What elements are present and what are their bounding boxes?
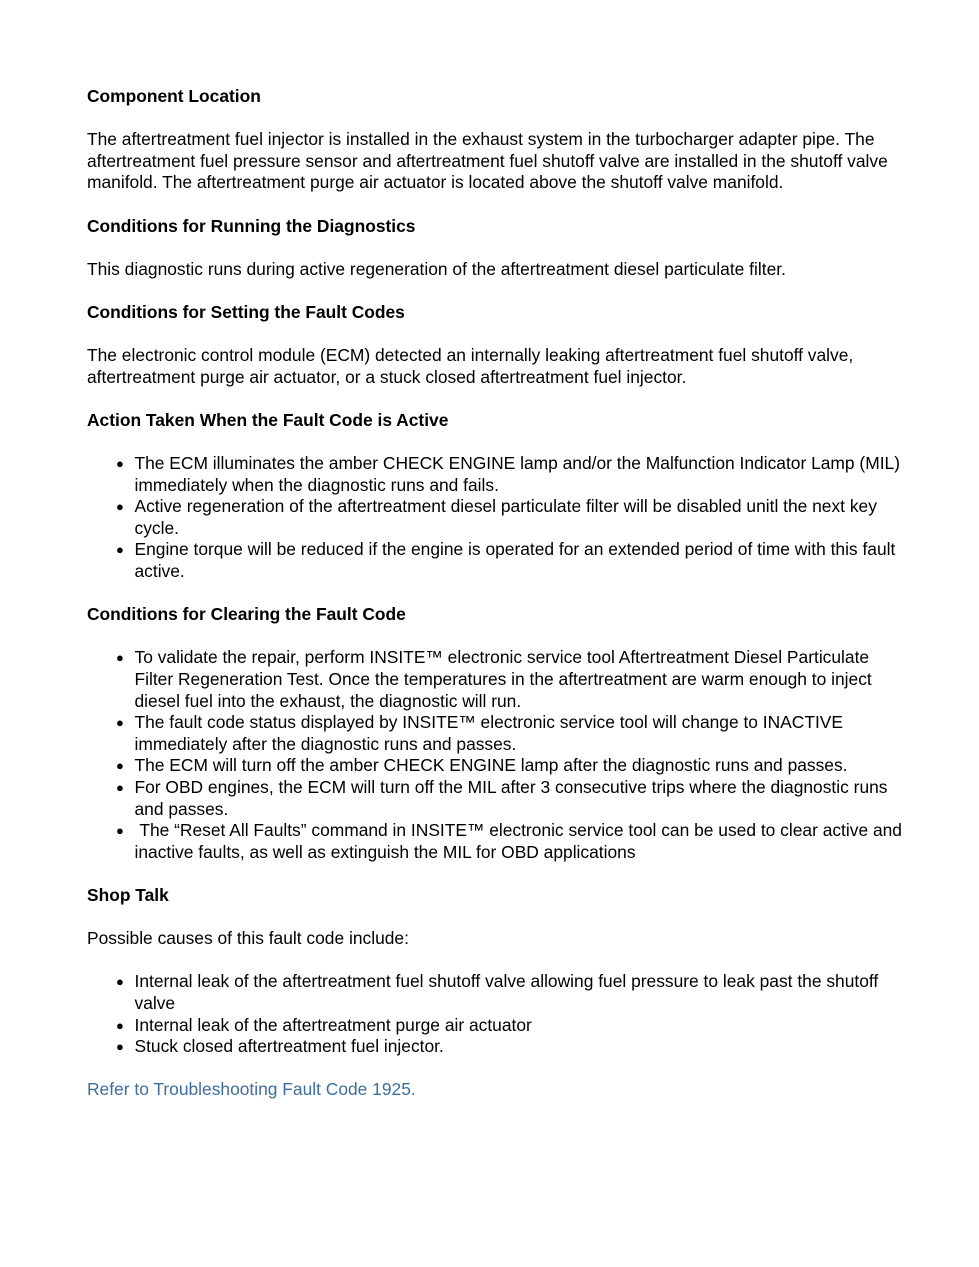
component-location-heading: Component Location — [87, 86, 261, 106]
conditions-running-body: This diagnostic runs during active regeneration of the aftertreatment diesel particulate filter. — [87, 258, 786, 279]
list-item: ● To validate the repair, perform INSITE™ electronic service tool Aftertreatment Diesel Particulate Filter Regeneration Test. Once the temperatures in the aftertreatment are warm enough to inject diesel fuel into the exhaust, the diagnostic will run. — [116, 647, 872, 711]
list-item: ● The fault code status displayed by INSITE™ electronic service tool will change to INACTIVE immediately after the diagnostic runs and passes. — [116, 712, 843, 754]
list-item: ● For OBD engines, the ECM will turn off the MIL after 3 consecutive trips where the diagnostic runs and passes. — [116, 777, 888, 819]
list-item: ● Active regeneration of the aftertreatment diesel particulate filter will be disabled unitl the next key cycle. — [116, 496, 877, 538]
bullet-icon: ● — [116, 780, 124, 795]
bullet-icon: ● — [116, 974, 124, 990]
bullet-icon: ● — [116, 542, 124, 558]
list-item: ● Internal leak of the aftertreatment fuel shutoff valve allowing fuel pressure to leak past the shutoff valve — [116, 971, 879, 1013]
action-taken-heading: Action Taken When the Fault Code is Active — [87, 409, 449, 430]
conditions-clearing-heading: Conditions for Clearing the Fault Code — [87, 604, 406, 625]
conditions-running-heading: Conditions for Running the Diagnostics — [87, 215, 416, 236]
bullet-icon: ● — [116, 499, 124, 515]
bullet-icon: ● — [116, 715, 124, 731]
action-taken-list — [87, 453, 907, 583]
list-item: ● The “Reset All Faults” command in INSITE™ electronic service tool can be used to clear active and inactive faults, as well as extinguish the MIL for OBD applications — [116, 820, 907, 862]
list-item: ● Stuck closed aftertreatment fuel injector. — [116, 1036, 444, 1057]
list-item: ● Engine torque will be reduced if the engine is operated for an extended period of time with this fault active. — [116, 539, 896, 582]
list-item: ● The ECM will turn off the amber CHECK ENGINE lamp after the diagnostic runs and passes. — [116, 755, 848, 776]
bullet-icon: ● — [116, 758, 124, 774]
conditions-clearing-list — [87, 647, 907, 863]
shop-talk-intro: Possible causes of this fault code include: — [87, 928, 409, 949]
document-page — [87, 86, 907, 1101]
conditions-setting-heading: Conditions for Setting the Fault Codes — [87, 301, 405, 322]
component-location-body: The aftertreatment fuel injector is installed in the exhaust system in the turbocharger adapter pipe. The aftertreatment fuel pressure sensor and aftertreatment fuel shutoff valve are installed in the shutoff valve manifold. The aftertreatment purge air actuator is located above the shutoff valve manifold. — [87, 129, 888, 193]
list-item: ● The ECM illuminates the amber CHECK ENGINE lamp and/or the Malfunction Indicator Lamp (MIL) immediately when the diagnostic runs and fails. — [116, 453, 900, 495]
troubleshooting-link[interactable]: Refer to Troubleshooting Fault Code 1925. — [87, 1079, 416, 1100]
shop-talk-list — [87, 971, 907, 1057]
bullet-icon: ● — [116, 650, 124, 666]
conditions-setting-body: The electronic control module (ECM) detected an internally leaking aftertreatment fuel shutoff valve, aftertreatment purge air actuator, or a stuck closed aftertreatment fuel injector. — [87, 345, 854, 387]
bullet-icon: ● — [116, 1017, 124, 1033]
shop-talk-heading: Shop Talk — [87, 884, 169, 905]
bullet-icon: ● — [116, 823, 124, 839]
list-item: ● Internal leak of the aftertreatment purge air actuator — [116, 1014, 532, 1035]
bullet-icon: ● — [116, 456, 124, 472]
bullet-icon: ● — [116, 1039, 124, 1055]
